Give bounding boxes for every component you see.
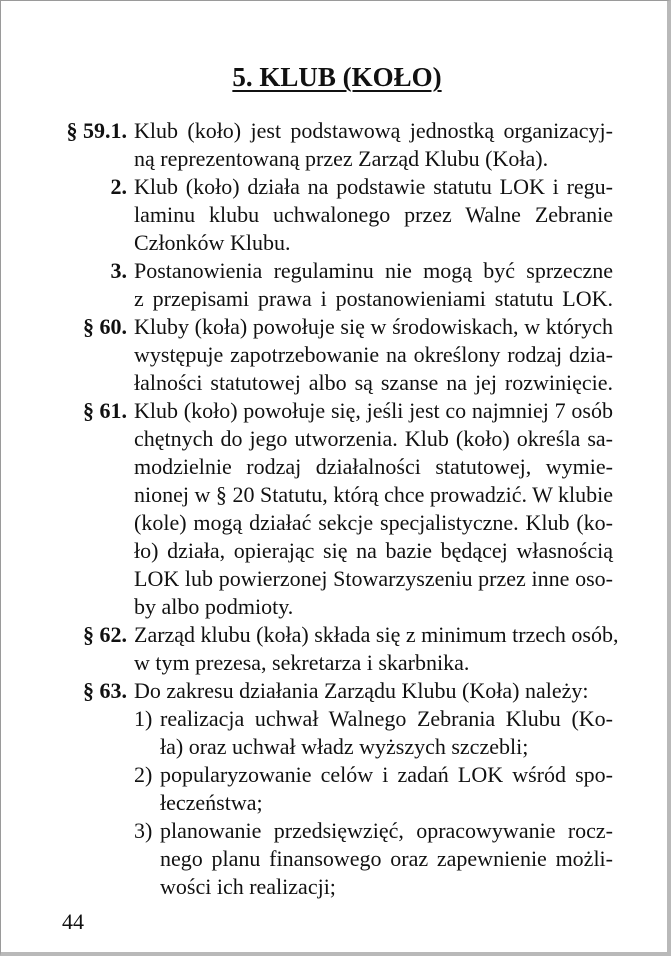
text-line: Klub (koło) działa na podstawie statutu LOK i regu- bbox=[134, 174, 613, 199]
list-item-line: ła) oraz uchwał władz wyższych szczebli; bbox=[160, 734, 529, 759]
chapter-heading: 5. KLUB (KOŁO) bbox=[232, 62, 442, 92]
text-line: Członków Klubu. bbox=[134, 230, 291, 255]
section-label-59-1: § 59.1. bbox=[66, 118, 127, 143]
list-item-line: realizacja uchwał Walnego Zebrania Klubu (Ko- bbox=[160, 706, 613, 731]
text-line: w tym prezesa, sekretarza i skarbnika. bbox=[134, 650, 470, 675]
text-line: laminu klubu uchwalonego przez Walne Zebranie bbox=[134, 202, 613, 227]
list-number: 3) bbox=[134, 818, 153, 843]
text-line: Klub (koło) jest podstawową jednostką organizacyj- bbox=[134, 118, 613, 143]
list-item-line: wości ich realizacji; bbox=[160, 874, 336, 899]
list-number: 1) bbox=[134, 706, 153, 731]
section-label-63: § 63. bbox=[83, 678, 127, 703]
text-line: Postanowienia regulaminu nie mogą być sprzeczne bbox=[134, 258, 613, 283]
text-line: chętnych do jego utworzenia. Klub (koło) określa sa- bbox=[134, 426, 613, 451]
text-line: występuje zapotrzebowanie na określony rodzaj dzia- bbox=[134, 342, 613, 367]
text-line: łalności statutowej albo są szanse na jej rozwinięcie. bbox=[134, 370, 613, 395]
text-line: Klub (koło) powołuje się, jeśli jest co najmniej 7 osób bbox=[134, 398, 613, 423]
text-line: Do zakresu działania Zarządu Klubu (Koła) należy: bbox=[134, 678, 589, 703]
section-label-62: § 62. bbox=[83, 622, 127, 647]
text-line: LOK lub powierzonej Stowarzyszeniu przez inne oso- bbox=[134, 566, 613, 591]
subsection-label-59-2: 2. bbox=[110, 174, 127, 199]
text-line: ną reprezentowaną przez Zarząd Klubu (Koła). bbox=[134, 146, 549, 171]
list-item-line: popularyzowanie celów i zadań LOK wśród spo- bbox=[160, 762, 613, 787]
section-label-61: § 61. bbox=[83, 398, 127, 423]
page-number: 44 bbox=[62, 909, 84, 934]
subsection-label-59-3: 3. bbox=[110, 258, 127, 283]
text-line: Kluby (koła) powołuje się w środowiskach, w których bbox=[134, 314, 613, 339]
list-item-line: łeczeństwa; bbox=[160, 790, 263, 815]
list-number: 2) bbox=[134, 762, 153, 787]
text-line: modzielnie rodzaj działalności statutowej, wymie- bbox=[134, 454, 613, 479]
section-label-60: § 60. bbox=[83, 314, 127, 339]
text-line: Zarząd klubu (koła) składa się z minimum trzech osób, bbox=[134, 622, 619, 647]
text-line: by albo podmioty. bbox=[134, 594, 294, 619]
list-item-line: nego planu finansowego oraz zapewnienie możli- bbox=[160, 846, 613, 871]
text-line: nionej w § 20 Statutu, którą chce prowadzić. W klubie bbox=[134, 482, 613, 507]
text-line: ło) działa, opierając się na bazie będącej własnością bbox=[134, 538, 613, 563]
text-line: (kole) mogą działać sekcje specjalistyczne. Klub (ko- bbox=[134, 510, 613, 535]
list-item-line: planowanie przedsięwzięć, opracowywanie rocz- bbox=[160, 818, 613, 843]
text-line: z przepisami prawa i postanowieniami statutu LOK. bbox=[134, 286, 613, 311]
